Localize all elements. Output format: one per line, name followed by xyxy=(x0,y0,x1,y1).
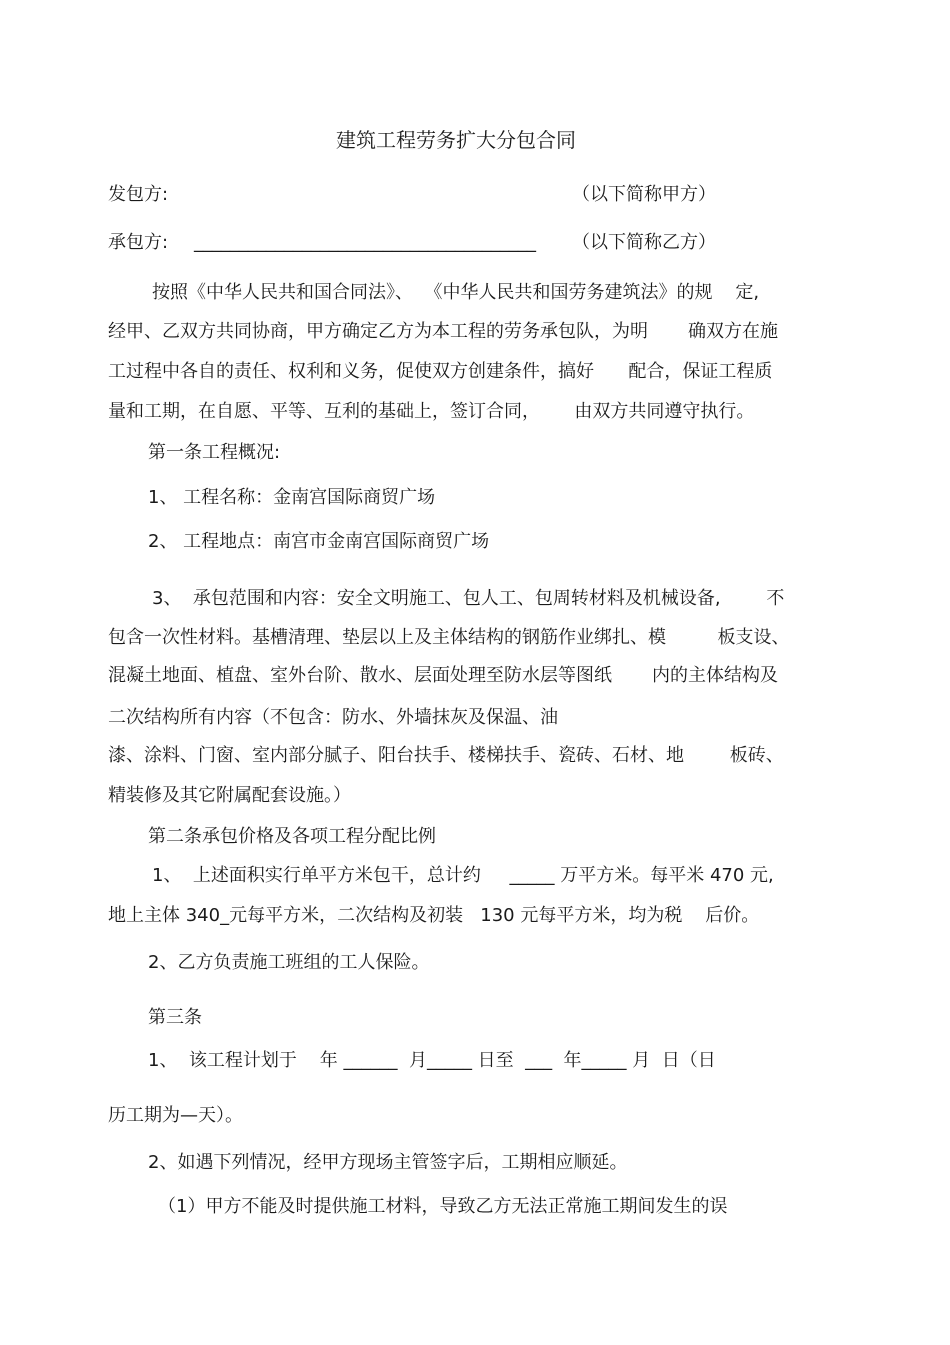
preamble-line-3: 工过程中各自的责任、权利和义务，促使双方创建条件，搞好 配合，保证工程质 xyxy=(108,361,773,382)
article3-sub1: （1）甲方不能及时提供施工材料，导致乙方无法正常施工期间发生的误 xyxy=(158,1196,728,1217)
preamble-line-4: 量和工期，在自愿、平等、互利的基础上，签订合同， 由双方共同遵守执行。 xyxy=(108,401,755,422)
article1-item3-line-2: 包含一次性材料。基槽清理、垫层以上及主体结构的钢筋作业绑扎、模 板支设、 xyxy=(108,627,790,648)
article1-item3-line-1: 3、 承包范围和内容：安全文明施工、包人工、包周转材料及机械设备, 不 xyxy=(152,588,785,609)
article2-item1-line-2: 地上主体 340_元每平方米，二次结构及初装 130 元每平方米，均为税 后价。 xyxy=(108,905,760,926)
article1-item3-line-5: 漆、涂料、门窗、室内部分腻子、阳台扶手、楼梯扶手、瓷砖、石材、地 板砖、 xyxy=(108,745,784,766)
article3-heading: 第三条 xyxy=(148,1007,202,1028)
article2-heading: 第二条承包价格及各项工程分配比例 xyxy=(148,826,436,847)
article1-item3-line-3: 混凝土地面、植盘、室外台阶、散水、层面处理至防水层等图纸 内的主体结构及 xyxy=(108,665,779,686)
article3-item1-line-2: 历工期为—天）。 xyxy=(108,1105,243,1126)
article1-item1: 1、 工程名称：金南宫国际商贸广场 xyxy=(148,487,436,508)
party-b-label: 承包方: xyxy=(108,232,169,253)
party-b-suffix: （以下简称乙方） xyxy=(572,232,716,253)
article3-item2: 2、如遇下列情况，经甲方现场主管签字后，工期相应顺延。 xyxy=(148,1152,628,1173)
party-a-label: 发包方: xyxy=(108,184,169,205)
article1-item3-line-6: 精装修及其它附属配套设施。） xyxy=(108,785,351,806)
article1-item3-line-4: 二次结构所有内容（不包含：防水、外墙抹灰及保温、油 xyxy=(108,707,558,728)
article1-heading: 第一条工程概况: xyxy=(148,442,281,463)
article3-item1-line-1: 1、 该工程计划于 年 ______ 月_____ 日至 ___ 年_____ 月 日（日 xyxy=(148,1050,716,1071)
party-b-blank: ______________________________________ xyxy=(194,232,536,253)
preamble-line-2: 经甲、乙双方共同协商，甲方确定乙方为本工程的劳务承包队，为明 确双方在施 xyxy=(108,321,779,342)
contract-title: 建筑工程劳务扩大分包合同 xyxy=(336,128,576,152)
party-a-suffix: （以下简称甲方） xyxy=(572,184,716,205)
article2-item2: 2、乙方负责施工班组的工人保险。 xyxy=(148,952,430,973)
article2-item1-line-1: 1、 上述面积实行单平方米包干，总计约 _____ 万平方米。每平米 470 元, xyxy=(152,865,774,886)
article1-item2: 2、 工程地点：南宫市金南宫国际商贸广场 xyxy=(148,531,490,552)
preamble-line-1: 按照《中华人民共和国合同法》、 《中华人民共和国劳务建筑法》的规 定, xyxy=(152,282,760,303)
